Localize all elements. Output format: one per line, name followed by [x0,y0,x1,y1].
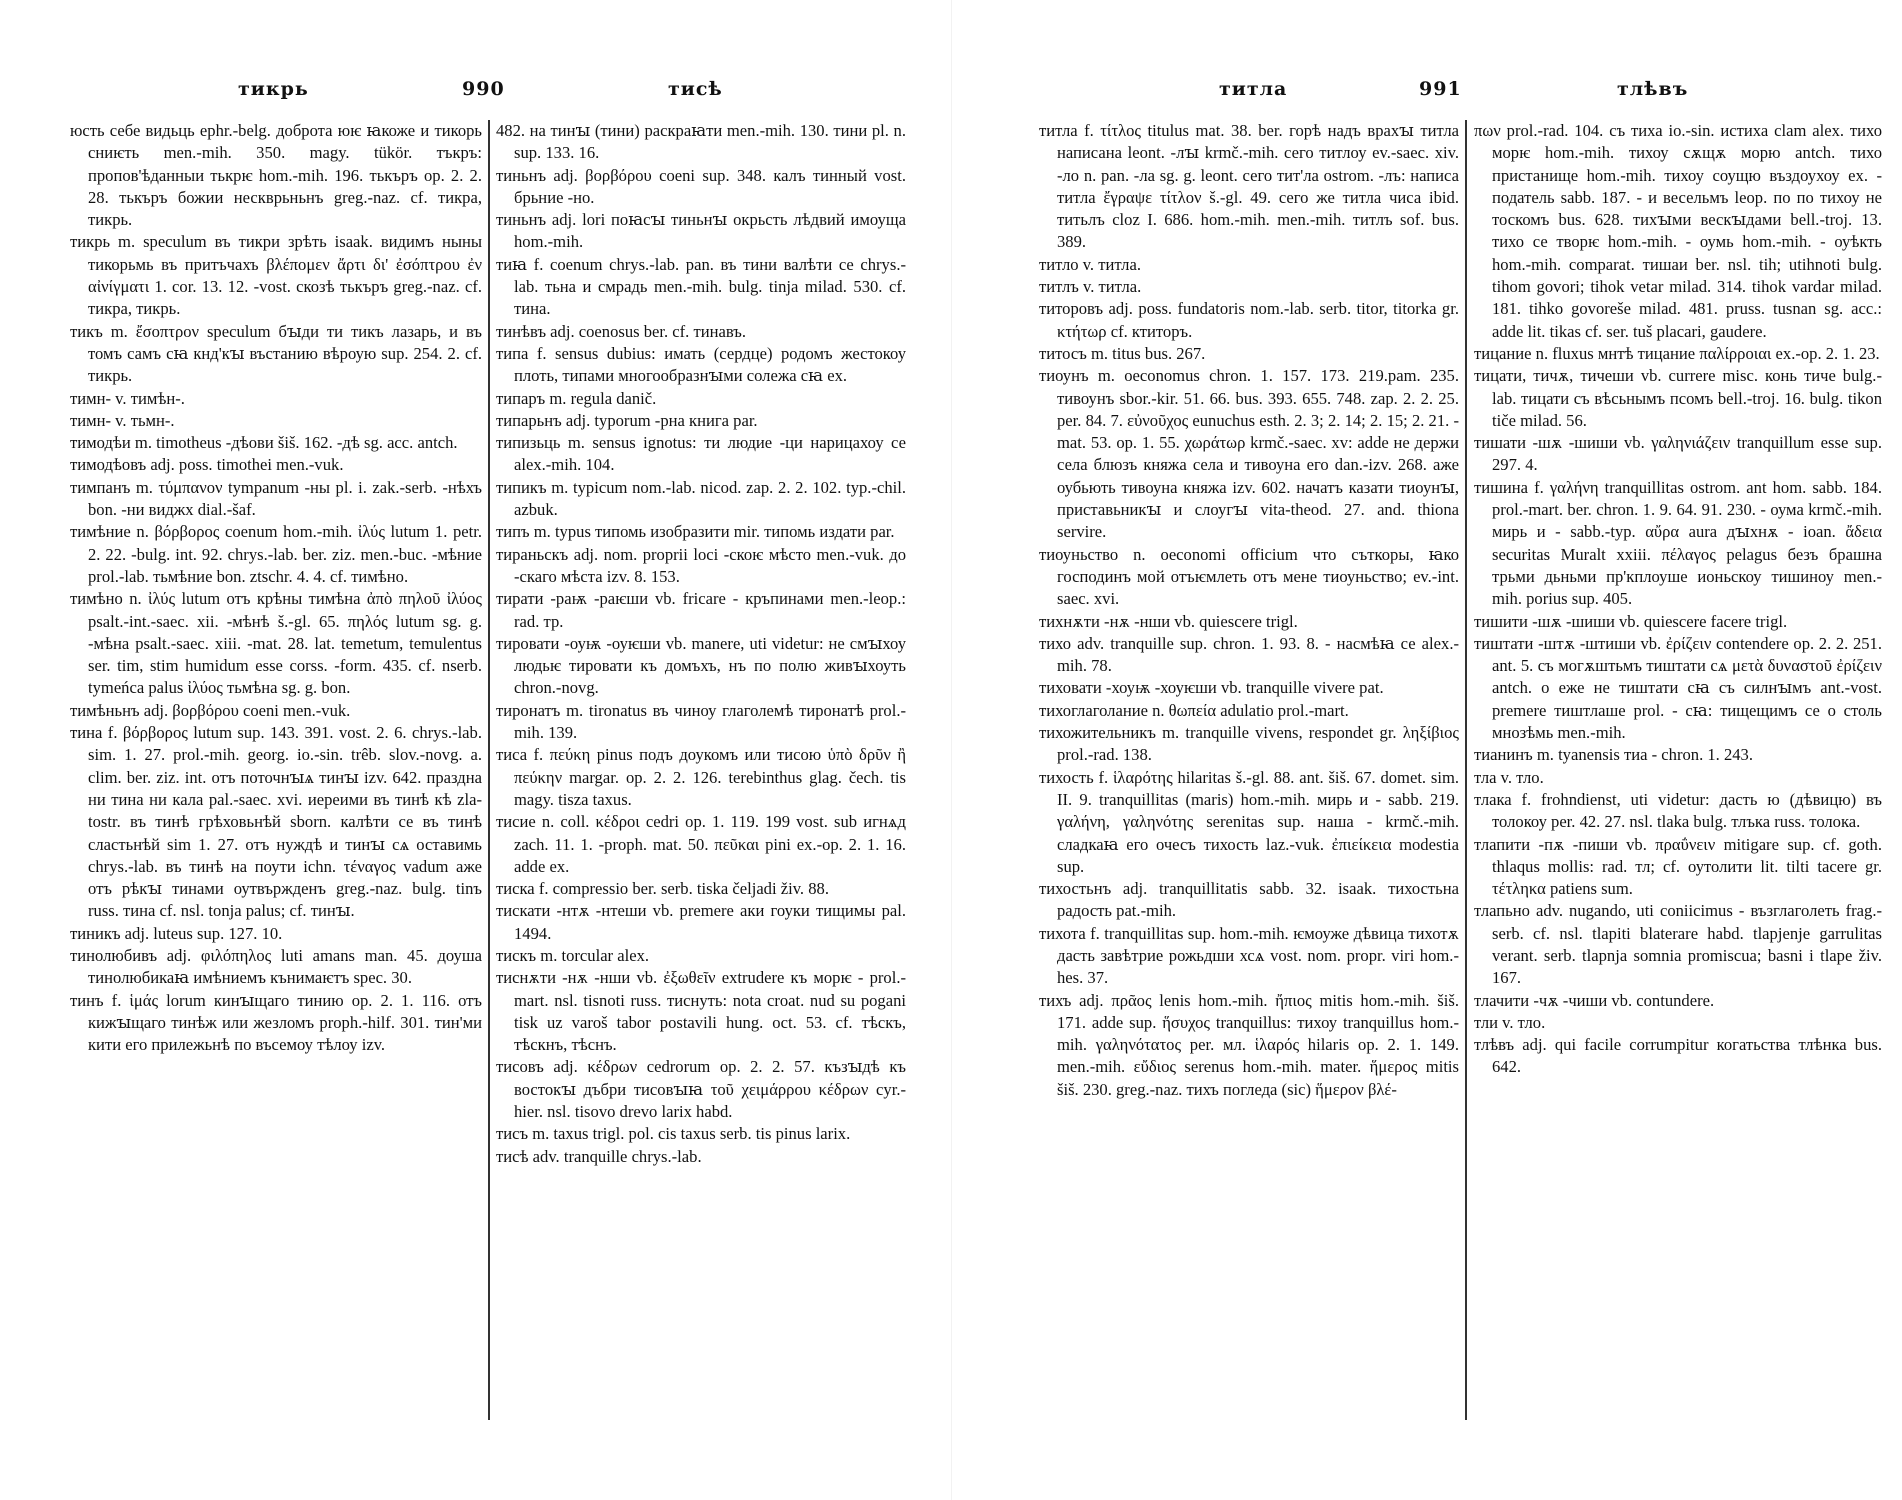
dictionary-entry: тираньскъ adj. nom. proprii loci -скоѥ мѣсто men.-vuk. до -скаго мѣста izv. 8. 153. [496,544,906,586]
dictionary-entry: тлака f. frohndienst, uti videtur: дасть ю (дѣвицю) въ толокоу per. 42. 27. nsl. tlaka bulg. тлъка russ. толока. [1474,789,1882,832]
dictionary-entry: тимпанъ m. τύμπανον tympanum -ны pl. i. zak.-serb. -нѣхъ bon. -ни виджх dial.-šaf. [70,477,482,520]
dictionary-entry: тла v. тло. [1474,767,1544,787]
dictionary-entry: тимѣньнъ adj. βορβόρου coeni men.-vuk. [70,700,351,720]
dictionary-entry: тимодѣи m. timotheus -дѣови šiš. 162. -дѣ sg. acc. antch. [70,433,458,453]
dictionary-entry: тисѣ adv. tranquille chrys.-lab. [496,1146,702,1166]
page-number: 991 [1419,78,1462,100]
dictionary-entry: тиштати -штѫ -штиши vb. ἐρίζειν contendere op. 2. 2. 251. ant. 5. съ могѫштьмъ тиштати сѧ μετὰ δυναστοῦ ἐρίζειν antch. о еже не тиштати сꙗ съ силнꙑмъ ant.-vost. premere тиштлаше prol. - сꙗ: тищещимъ се о столь мнозѣмь men.-mih. [1474,633,1882,743]
dictionary-entry: тихость f. ἱλαρότης hilaritas š.-gl. 88. ant. šiš. 67. domet. sim. II. 9. tranquillitas (maris) hom.-mih. мирь и - sabb. 219. γαλήνη, γαληνότης serenitas sup. наша - krmč.-mih. сладкаꙗ его очесъ тихость laz.-vuk. ἐπιείκεια modestia sup. [1039,767,1459,876]
column-divider [488,120,490,1420]
dictionary-entry: тинолюбивъ adj. φιλόπηλος luti amans man. 45. доуша тинолюбикаꙗ имѣниемъ кънимаѥтъ spec. 30. [70,945,482,988]
dictionary-entry: тианинъ m. tyanensis тиа - chron. 1. 243. [1474,745,1754,765]
dictionary-entry: тисъ m. taxus trigl. pol. cis taxus serb. tis pinus larix. [496,1124,851,1144]
page-header [0,78,951,108]
dictionary-entry: титло v. титла. [1039,254,1141,274]
dictionary-entry: тиронатъ m. tironatus въ чиноу глаголемѣ тиронатѣ prol.-mih. 139. [496,700,906,743]
dictionary-entry: тисие n. coll. κέδροι cedri op. 1. 119. 199 vost. sub игнѧд zach. 11. 1. -proph. mat. 50. πεῦκαι pini ex.-op. 2. 1. 16. adde ex. [496,812,906,876]
dictionary-entry: титла f. τίτλος titulus mat. 38. ber. горѣ надъ врахꙑ титла написана leont. -лꙑ krmč.-mih. сего титлоу ev.-saec. xiv. -ло n. pan. -ла sg. g. leont. сего тит'ла ostrom. -лъ: написа титла ἔγραψε τίτλον š.-gl. 49. сего же титла чиса ibid. титьлъ cloz I. 686. hom.-mih. men.-mih. титлъ sof. bus. 389. [1039,121,1459,252]
dictionary-entry: тишити -шѫ -шиши vb. quiescere facere trigl. [1474,611,1788,631]
running-head-left: тикрь [238,78,309,100]
column-2 [1474,120,1882,1440]
dictionary-entry: титосъ m. titus bus. 267. [1039,343,1206,363]
dictionary-entry: тицание n. fluxus мнтѣ тицание παλίρροιαι ex.-op. 2. 1. 23. [1474,343,1880,363]
column-divider [1465,120,1467,1420]
dictionary-entry: тицати, тичѫ, тичеши vb. currere misc. конь тиче bulg.-lab. тицати съ вѣсьнымъ псомъ bell.-troj. 16. bulg. tikon tiče milad. 56. [1474,366,1882,430]
dictionary-entry: тихъ adj. πρᾶος lenis hom.-mih. ἤπιος mitis hom.-mih. šiš. 171. adde sup. ἥσυχος tranquillus: тихоу tranquillus hom.-mih. γαληνότατος per. мл. ἱλαρός hilaris op. 2. 1. 149. men.-mih. εὔδιος serenus hom.-mih. mater. ἥμερος mitis šiš. 230. greg.-naz. тихъ погледа (sic) ἥμερον βλέ- [1039,990,1459,1099]
dictionary-entry: тиникъ adj. luteus sup. 127. 10. [70,923,283,943]
dictionary-entry: типа f. sensus dubius: имать (сердце) родомъ жестокоу плоть, типами многообразнꙑми солежа сꙗ ex. [496,343,906,386]
dictionary-entry: тинѣвъ adj. coenosus ber. cf. тинавъ. [496,321,747,341]
running-head-right: тисѣ [668,78,723,100]
dictionary-entry: тировати -оуѭ -оуѥши vb. manere, uti videtur: не смꙑхоу людьѥ тировати къ домъхъ, нъ по полю живꙑхоуть chron.-novg. [496,633,906,698]
page-header [951,78,1902,108]
dictionary-entry: тиоунъ m. oeconomus chron. 1. 157. 173. 219.pam. 235. тивоунъ sbor.-kir. 51. 66. bus. 393. 655. 748. zap. 2. 2. 25. per. 84. 7. εὐνοῦχος eunuchus esth. 2. 3; 2. 14; 2. 15; 2. 21. -mat. 53. op. 1. 55. χωράτωρ krmč.-saec. xv: adde не держи села блюзъ княжа села и тивоуна его dan.-izv. 268. аже оубьють тивоуна княжа izv. 602. начатъ казати тиоунꙑ, приставьникꙑ и слоугꙑ vita-theod. 27. and. thiona servire. [1039,366,1459,542]
dictionary-entry: тимѣние n. βόρβορος coenum hom.-mih. ἰλύς lutum 1. petr. 2. 22. -bulg. int. 92. chrys.-lab. ber. ziz. men.-buc. -мѣние prol.-lab. тьмѣние bon. ztschr. 4. 4. cf. тимѣно. [70,522,482,586]
dictionary-entry: тихоглаголание n. θωπεία adulatio prol.-mart. [1039,700,1349,720]
dictionary-entry: тиска f. compressio ber. serb. tiska čeljadi živ. 88. [496,879,829,899]
column-2 [496,120,906,1440]
dictionary-entry: тискати -нтѫ -нтеши vb. premere аки гоуки тищимы pal. 1494. [496,901,906,943]
dictionary-entry: тиховати -хоуѭ -хоуѥши vb. tranquille vivere pat. [1039,678,1384,698]
dictionary-entry: тлапити -пѫ -пиши vb. πραΰνειν mitigare sup. cf. goth. thlaqus mollis: rad. тл; cf. оутолити lit. tilti tacere gr. τέτληκα patiens sum. [1474,834,1882,899]
dictionary-entry: тисовъ adj. κέδρων cedrorum op. 2. 2. 57. къзꙑдѣ къ востокꙑ дъбри тисовꙑꙗ τοῦ χειμάρρου κέδρων cyr.-hier. nsl. tisovo drevo larix habd. [496,1057,906,1122]
dictionary-entry: типъ m. typus типомь изобразити mir. типомь издати par. [496,522,895,542]
dictionary-entry: тиса f. πεύκη pinus подъ доукомъ или тисою ὑπὸ δρῦν ἢ πεύκην margar. op. 2. 2. 126. terebinthus glag. čech. tis magy. tisza taxus. [496,745,906,809]
dictionary-entry: тихостьнъ adj. tranquillitatis sabb. 32. isaak. тихостьна радость pat.-mih. [1039,879,1459,921]
dictionary-entry: тикъ m. ἔσοπτρον speculum бꙑди ти тикъ лазарь, и въ томъ самъ сꙗ кнд'кꙑ въстанию вѣроую sup. 254. 2. cf. тикрь. [70,321,482,386]
dictionary-entry: тихожительникъ m. tranquille vivens, respondet gr. ληξίβιος prol.-rad. 138. [1039,723,1459,765]
dictionary-entry: тиснѫти -нѫ -нши vb. ἐξωθεῖν extrudere къ морѥ - prol.-mart. nsl. tisnoti russ. тиснуть: nota croat. nud su pogani tisk uz varoš tabor postavili hung. oct. 53. cf. тѣскъ, тѣскнъ, тѣснъ. [496,968,906,1055]
page-number: 990 [462,78,505,100]
running-head-left: титла [1219,78,1288,100]
dictionary-entry: тлапьно adv. nugando, uti coniicimus - възглаголеть frag.-serb. cf. nsl. tlapiti blaterare habd. tlapjenje garrulitas verant. serb. tlapnja somnia promiscua; basni i tlape živ. 167. [1474,901,1882,988]
running-head-right: тлѣвъ [1617,78,1689,100]
dictionary-entry: типаръ m. regula danič. [496,388,657,408]
dictionary-entry: тлѣвъ adj. qui facile corrumpitur когатьства тлѣнка bus. 642. [1474,1035,1882,1077]
dictionary-entry: πων prol.-rad. 104. съ тиха io.-sin. истиха clam alex. тихо морѥ hom.-mih. тихоу сѫщѫ морю antch. тихо пристанище hom.-mih. тихоу соущю въздоухоу ex. - податель sabb. 187. - и весельмъ leop. по по тихоу не тоскомъ bus. 628. тихꙑми вескꙑдами bell.-troj. 13. тихо се творѥ hom.-mih. - оумь hom.-mih. - оуѣкть hom.-mih. comparat. тишаи ber. nsl. tih; utihnoti bulg. tihom govori; tihok vetar milad. 314. tihok vardar milad. 181. tihko govoreše milad. 481. pruss. tusnan sg. acc.: adde lit. tikas cf. ser. tuš placari, gaudere. [1474,121,1882,341]
dictionary-entry: тиоуньство n. oeconomi officium что съткоры, ꙗко господинъ мой отъѥмлеть отъ мене тиоуньство; ev.-int. saec. xvi. [1039,544,1459,609]
dictionary-entry: тинъ f. ἱμάς lorum кинꙑщаго тинию op. 2. 1. 116. отъ кижꙑщаго тинѣж или жезломъ proph.-hilf. 301. тин'ми кити его прилежьнѣ по въсемоу тѣлоу izv. [70,990,482,1055]
dictionary-entry: тимн- v. тимѣн-. [70,388,185,408]
dictionary-entry: тикрь m. speculum въ тикри зрѣть isaak. видимъ ныны тикорьмь въ притъчахъ βλέπομεν ἄρτι δι' ἐσόπτρου ἐν αἰνίγματι 1. cor. 13. 12. -vost. скозѣ тькъръ greg.-naz. cf. тикра, тикрь. [70,232,482,319]
column-1 [1039,120,1459,1440]
dictionary-entry: тихнѫти -нѫ -нши vb. quiescere trigl. [1039,611,1298,631]
column-1 [70,120,482,1440]
dictionary-entry: тимѣно n. ἰλύς lutum отъ крѣны тимѣна ἀπὸ πηλοῦ ἰλύος psalt.-int.-saec. xii. -мѣнѣ š.-gl. 65. πηλός lutum sg. g. -мѣна psalt.-saec. xiii. -mat. 28. lat. temetum, temulentus ser. tim, stim humidum esse corss. -form. 435. cf. nserb. tymeńca palus ἰλύος тьмѣна sg. g. bon. [70,589,482,698]
dictionary-entry: тискъ m. torcular alex. [496,945,650,965]
dictionary-entry: типарьнъ adj. typorum -рна книга par. [496,410,758,430]
dictionary-entry: тишина f. γαλήνη tranquillitas ostrom. ant hom. sabb. 184. prol.-mart. ber. chron. 1. 9. 64. 91. 230. - оума krmč.-mih. мирь и - sabb.-typ. αὔρα aura дꙑхнѫ - ioan. ἄδεια securitas Muralt xxiii. πέλαγος pelagus безъ брашна трьми дьньми пр'кплоуше ионьскоу тишиноу men.-mih. porius sup. 405. [1474,477,1882,609]
dictionary-entry: тимодѣовъ adj. poss. timothei men.-vuk. [70,455,344,475]
dictionary-entry: титоровъ adj. poss. fundatoris nom.-lab. serb. titor, titorka gr. κτήτωρ cf. ктиторъ. [1039,299,1459,341]
dictionary-entry: тли v. тло. [1474,1012,1546,1032]
dictionary-entry: тиньнъ adj. lori поꙗсꙑ тиньнꙑ окрьсть лѣдвий имоуща hom.-mih. [496,210,906,252]
dictionary-entry: тимн- v. тьмн-. [70,410,175,430]
dictionary-entry: типикъ m. typicum nom.-lab. nicod. zap. 2. 2. 102. typ.-chil. azbuk. [496,477,906,520]
dictionary-entry: юсть себе видьць ephr.-belg. доброта юѥ ꙗкоже и тикорь сниѥть men.-mih. 350. magy. tükör. тъкръ: пропов'ѣданныи тькрѥ hom.-mih. 196. тькъръ op. 2. 2. 28. тькъръ божии нескврьньнъ greg.-naz. cf. тикра, тикрь. [70,121,482,230]
dictionary-entry: тлачити -чѫ -чиши vb. contundere. [1474,990,1715,1010]
dictionary-entry: тирати -раѭ -раѥши vb. fricare - кръпинами men.-leop.: rad. тр. [496,589,906,631]
dictionary-entry: тихо adv. tranquille sup. chron. 1. 93. 8. - насмѣꙗ се alex.-mih. 78. [1039,633,1459,676]
dictionary-entry: тиньнъ adj. βορβόρου coeni sup. 348. калъ тинный vost. брьние -но. [496,165,906,207]
dictionary-entry: 482. на тинꙑ (тини) раскраꙗти men.-mih. 130. тини pl. n. sup. 133. 16. [496,121,906,163]
dictionary-entry: тишати -шѫ -шиши vb. γαληνιάζειν tranquillum esse sup. 297. 4. [1474,433,1882,475]
dictionary-entry: тихота f. tranquillitas sup. hom.-mih. ѥмоуже дѣвица тихотѫ дасть завѣтрие рожьдши хсѧ vost. nom. propr. viri hom.-hes. 37. [1039,923,1459,988]
dictionary-entry: титлъ v. титла. [1039,277,1142,297]
dictionary-entry: тина f. βόρβορος lutum sup. 143. 391. vost. 2. 6. chrys.-lab. sim. 1. 27. prol.-mih. georg. io.-sin. trêb. slov.-novg. a. clim. ber. ziz. int. отъ поточнꙑѧ тинꙑ izv. 642. праздна ни тина ни кала pal.-saec. xvi. иереими въ тинѣ кѣ zla-tostr. въ тинѣ грѣховьнѣй sborn. калѣти се въ тинѣ сластьнѣй sim 1. 27. отъ нуждѣ и тинꙑ сѧ оставимь chrys.-lab. въ тинѣ на поути ichn. τέναγος vadum аже отъ рѣкꙑ тинами оутвържденъ greg.-naz. bulg. tinъ russ. тина cf. nsl. tonja palus; cf. тинꙑ. [70,723,482,921]
dictionary-entry: типизьць m. sensus ignotus: ти людие -ци нарицахоу се alex.-mih. 104. [496,433,906,475]
dictionary-entry: тиꙗ f. coenum chrys.-lab. pan. въ тини валѣти се chrys.-lab. тьна и смрадь men.-mih. bulg. tinja milad. 530. cf. тина. [496,254,906,319]
page-991 [951,0,1902,1500]
